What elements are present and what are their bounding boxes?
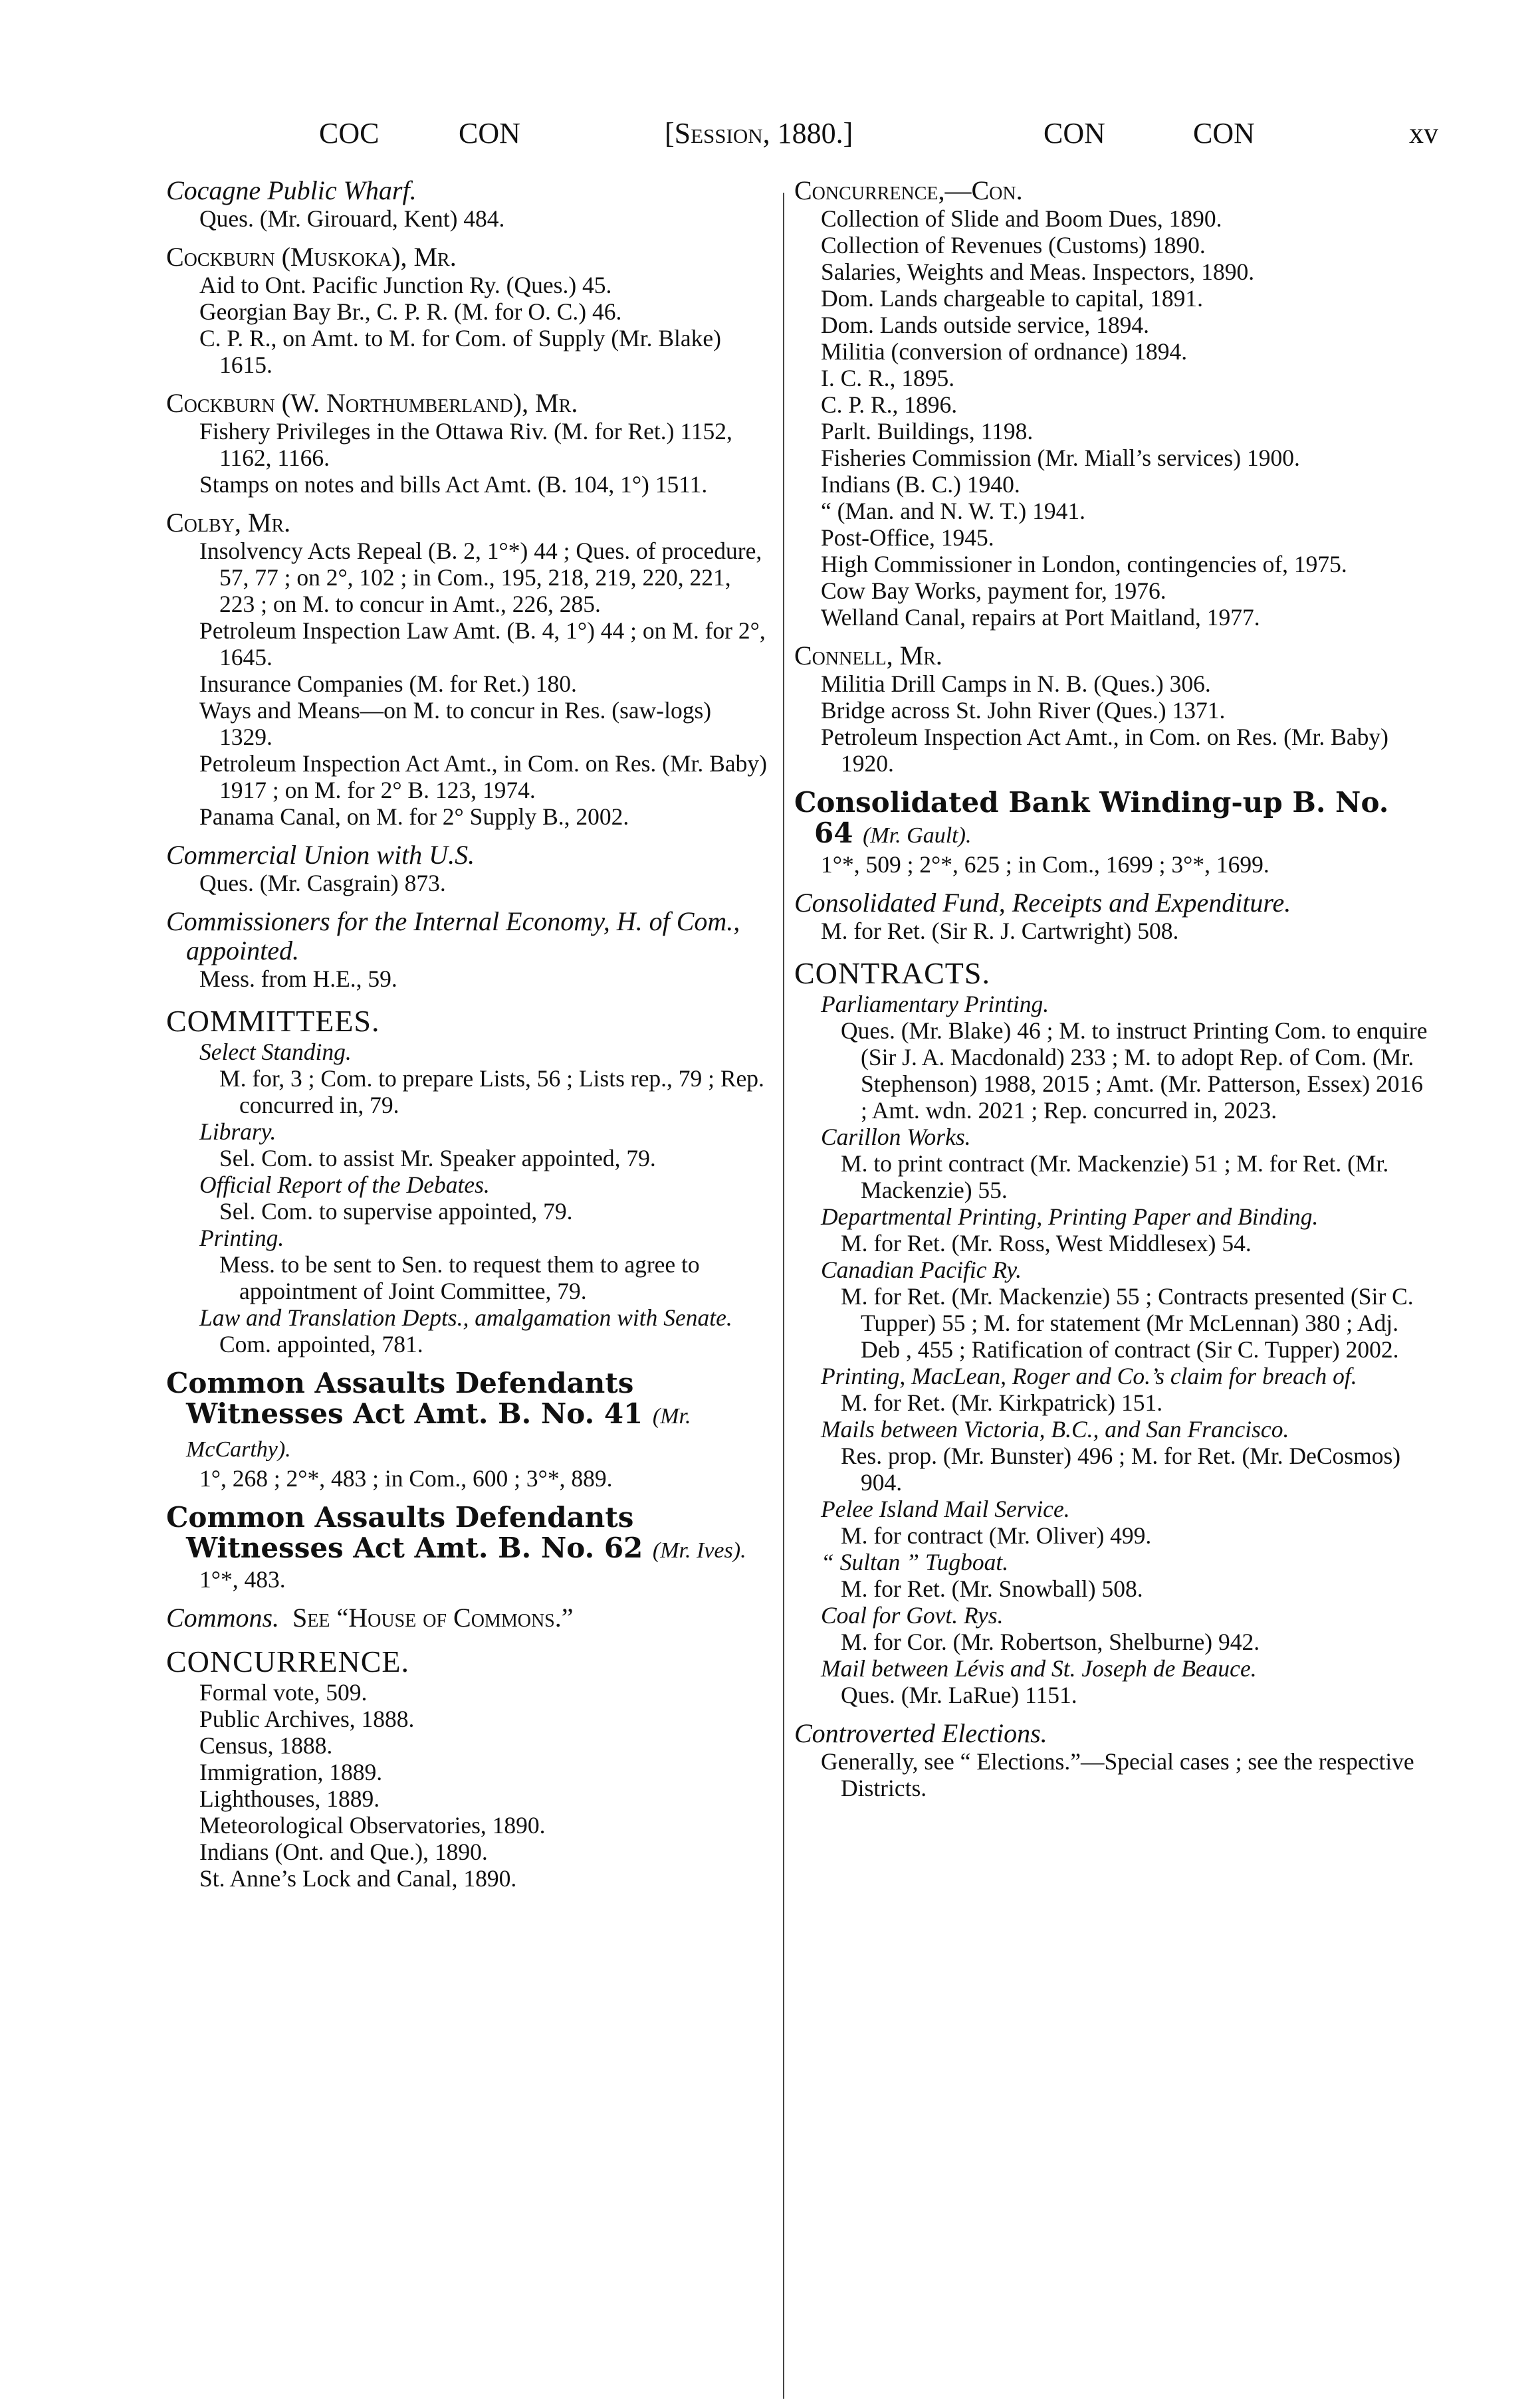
bill-heading	[166, 1368, 768, 1465]
subheading: Law and Translation Depts., amalgamation with Senate.	[199, 1304, 732, 1331]
entry-line: Mess. from H.E., 59.	[199, 965, 397, 992]
entry-heading-text: Cockburn (W. Northumberland), Mr.	[166, 388, 578, 418]
bill-title: Consolidated Bank Winding-up B. No. 64	[794, 786, 1389, 849]
entry-line: Militia (conversion of ordnance) 1894.	[821, 338, 1188, 365]
entry-line: Militia Drill Camps in N. B. (Ques.) 306.	[821, 670, 1211, 697]
subheading: Coal for Govt. Rys.	[821, 1602, 1004, 1629]
entry-line: I. C. R., 1895.	[821, 365, 955, 391]
section-heading: COMMITTEES.	[166, 1004, 380, 1038]
entry-line: Salaries, Weights and Meas. Inspectors, 1890.	[821, 258, 1255, 285]
entry-line: Ques. (Mr. Girouard, Kent) 484.	[199, 205, 505, 232]
entry-line: High Commissioner in London, contingencies of, 1975.	[821, 551, 1347, 577]
entry-line: Sel. Com. to supervise appointed, 79.	[219, 1198, 573, 1225]
entry-line: Census, 1888.	[199, 1732, 333, 1759]
entry-line: Sel. Com. to assist Mr. Speaker appointed, 79.	[219, 1145, 656, 1171]
entry-line: Com. appointed, 781.	[219, 1331, 423, 1357]
subheading: “ Sultan ” Tugboat.	[821, 1549, 1009, 1575]
entry-line: M. to print contract (Mr. Mackenzie) 51 ; M. for Ret. (Mr. Mackenzie) 55.	[841, 1150, 1389, 1203]
entry-heading-text: Cockburn (Muskoka), Mr.	[166, 242, 457, 272]
entry-line: Res. prop. (Mr. Bunster) 496 ; M. for Ret. (Mr. DeCosmos) 904.	[841, 1443, 1401, 1496]
entry-line: Mess. to be sent to Sen. to request them to agree to appointment of Joint Committee, 79.	[219, 1251, 700, 1304]
entry-line: Indians (B. C.) 1940.	[821, 471, 1020, 498]
entry-line: M. for Ret. (Mr. Kirkpatrick) 151.	[841, 1389, 1163, 1416]
bill-member: (Mr. Gault).	[863, 823, 972, 848]
bill-member: (Mr. Ives).	[652, 1538, 746, 1563]
entry-line: M. for Ret. (Sir R. J. Cartwright) 508.	[821, 918, 1179, 944]
entry-line: Dom. Lands outside service, 1894.	[821, 312, 1149, 338]
entry-line: Meteorological Observatories, 1890.	[199, 1812, 546, 1839]
entry-line: Petroleum Inspection Act Amt., in Com. on Res. (Mr. Baby) 1920.	[821, 724, 1388, 777]
entry-line: Generally, see “ Elections.”—Special cases ; see the respective Districts.	[821, 1748, 1414, 1801]
entry-heading: Commercial Union with U.S.	[166, 840, 475, 870]
entry-line: Insurance Companies (M. for Ret.) 180.	[199, 670, 577, 697]
entry-line: M. for Cor. (Mr. Robertson, Shelburne) 942.	[841, 1629, 1260, 1655]
entry-line: Indians (Ont. and Que.), 1890.	[199, 1839, 488, 1865]
entry-line: M. for Ret. (Mr. Snowball) 508.	[841, 1575, 1143, 1602]
subheading: Mail between Lévis and St. Joseph de Beauce.	[821, 1655, 1257, 1682]
entry-heading	[166, 1603, 768, 1633]
entry-heading-text: Connell, Mr.	[794, 641, 942, 670]
entry-heading-text: Colby, Mr.	[166, 508, 291, 538]
entry-line: St. Anne’s Lock and Canal, 1890.	[199, 1865, 517, 1892]
entry-line: Fishery Privileges in the Ottawa Riv. (M. for Ret.) 1152, 1162, 1166.	[199, 418, 732, 471]
section-heading: CONCURRENCE.	[166, 1645, 409, 1678]
entry-line: Parlt. Buildings, 1198.	[821, 418, 1034, 445]
subheading: Printing.	[199, 1225, 284, 1251]
entry-heading: Controverted Elections.	[794, 1718, 1047, 1748]
header-left-key-2: CON	[459, 117, 520, 150]
bill-heading	[166, 1502, 768, 1566]
bill-title: Common Assaults Defendants Witnesses Act Amt. B. No. 41	[166, 1367, 643, 1430]
entry-line: M. for Ret. (Mr. Ross, West Middlesex) 54.	[841, 1230, 1252, 1256]
entry-heading: Consolidated Fund, Receipts and Expenditure.	[794, 888, 1291, 918]
header-left-key-1: COC	[319, 117, 380, 150]
entry-heading	[794, 176, 1429, 205]
entry-line: “ (Man. and N. W. T.) 1941.	[821, 498, 1086, 524]
entry-line: M. for, 3 ; Com. to prepare Lists, 56 ; Lists rep., 79 ; Rep. concurred in, 79.	[219, 1065, 764, 1118]
header-session: [Session, 1880.]	[665, 117, 853, 150]
subheading: Carillon Works.	[821, 1124, 971, 1150]
entry-line: M. for Ret. (Mr. Mackenzie) 55 ; Contracts presented (Sir C. Tupper) 55 ; M. for statement (Mr McLennan) 380 ; Adj. Deb , 455 ; Ratification of contract (Sir C. Tupper) 2002.	[841, 1283, 1414, 1363]
running-header	[166, 116, 1469, 156]
entry-line: Stamps on notes and bills Act Amt. (B. 104, 1°) 1511.	[199, 471, 708, 498]
entry-line: Fisheries Commission (Mr. Miall’s services) 1900.	[821, 445, 1300, 471]
entry-line: Petroleum Inspection Act Amt., in Com. on Res. (Mr. Baby) 1917 ; on M. for 2° B. 123, 1974.	[199, 750, 767, 803]
entry-line: Welland Canal, repairs at Port Maitland, 1977.	[821, 604, 1260, 631]
section-heading: CONTRACTS.	[794, 956, 990, 990]
subheading: Canadian Pacific Ry.	[821, 1256, 1022, 1283]
column-divider	[783, 193, 784, 2399]
entry-line: Lighthouses, 1889.	[199, 1785, 380, 1812]
entry-line: C. P. R., 1896.	[821, 391, 958, 418]
entry-heading-text: Concurrence,—Con.	[794, 175, 1023, 205]
entry-heading	[166, 508, 768, 538]
bill-heading	[794, 787, 1429, 851]
entry-heading: Cocagne Public Wharf.	[166, 175, 417, 205]
subheading: Mails between Victoria, B.C., and San Francisco.	[821, 1416, 1289, 1443]
entry-line: Ques. (Mr. Blake) 46 ; M. to instruct Printing Com. to enquire (Sir J. A. Macdonald) 233 ; M. to adopt Rep. of Com. (Mr. Stephenson) 1988, 2015 ; Amt. (Mr. Patterson, Essex) 2016 ; Amt. wdn. 2021 ; Rep. concurred in, 2023.	[841, 1017, 1428, 1124]
cross-ref-term: Commons.	[166, 1603, 280, 1633]
left-column	[166, 176, 768, 1892]
entry-heading	[166, 243, 768, 272]
subheading: Departmental Printing, Printing Paper and Binding.	[821, 1203, 1319, 1230]
entry-line: Post-Office, 1945.	[821, 524, 994, 551]
entry-line: Public Archives, 1888.	[199, 1706, 415, 1732]
entry-line: 1°*, 483.	[199, 1566, 286, 1593]
entry-line: Petroleum Inspection Law Amt. (B. 4, 1°) 44 ; on M. for 2°, 1645.	[199, 617, 766, 670]
subheading: Parliamentary Printing.	[821, 991, 1049, 1017]
right-column	[794, 176, 1429, 1801]
entry-heading	[166, 389, 768, 418]
entry-line: Cow Bay Works, payment for, 1976.	[821, 577, 1166, 604]
entry-line: 1°, 268 ; 2°*, 483 ; in Com., 600 ; 3°*, 889.	[199, 1465, 613, 1492]
entry-line: Immigration, 1889.	[199, 1759, 383, 1785]
subheading: Printing, MacLean, Roger and Co.’s claim for breach of.	[821, 1363, 1357, 1389]
entry-line: C. P. R., on Amt. to M. for Com. of Supply (Mr. Blake) 1615.	[199, 325, 721, 378]
entry-heading	[794, 641, 1429, 670]
entry-line: Ques. (Mr. Casgrain) 873.	[199, 870, 446, 896]
header-right-key-1: CON	[1044, 117, 1105, 150]
page-number: xv	[1409, 117, 1438, 150]
entry-line: Formal vote, 509.	[199, 1679, 368, 1706]
header-right-key-2: CON	[1193, 117, 1255, 150]
entry-line: 1°*, 509 ; 2°*, 625 ; in Com., 1699 ; 3°*, 1699.	[821, 851, 1269, 878]
entry-line: Dom. Lands chargeable to capital, 1891.	[821, 285, 1204, 312]
bill-member: (Mr. McCarthy).	[186, 1404, 691, 1462]
entry-line: Insolvency Acts Repeal (B. 2, 1°*) 44 ; Ques. of procedure, 57, 77 ; on 2°, 102 ; in Com., 195, 218, 219, 220, 221, 223 ; on M. to concur in Amt., 226, 285.	[199, 538, 762, 617]
entry-line: Collection of Revenues (Customs) 1890.	[821, 232, 1206, 258]
entry-line: Collection of Slide and Boom Dues, 1890.	[821, 205, 1222, 232]
entry-line: Ways and Means—on M. to concur in Res. (saw-logs) 1329.	[199, 697, 712, 750]
entry-line: Aid to Ont. Pacific Junction Ry. (Ques.) 45.	[199, 272, 612, 298]
entry-line: Georgian Bay Br., C. P. R. (M. for O. C.) 46.	[199, 298, 622, 325]
entry-line: M. for contract (Mr. Oliver) 499.	[841, 1522, 1152, 1549]
entry-heading: Commissioners for the Internal Economy, H. of Com., appointed.	[166, 906, 740, 965]
subheading: Pelee Island Mail Service.	[821, 1496, 1070, 1522]
entry-line: Bridge across St. John River (Ques.) 1371.	[821, 697, 1226, 724]
entry-line: Ques. (Mr. LaRue) 1151.	[841, 1682, 1077, 1708]
subheading: Library.	[199, 1118, 276, 1145]
entry-line: Panama Canal, on M. for 2° Supply B., 2002.	[199, 803, 629, 830]
cross-ref-see: See “House of Commons.”	[292, 1603, 574, 1633]
subheading: Select Standing.	[199, 1039, 352, 1065]
subheading: Official Report of the Debates.	[199, 1171, 490, 1198]
bill-title: Common Assaults Defendants Witnesses Act Amt. B. No. 62	[166, 1501, 643, 1564]
